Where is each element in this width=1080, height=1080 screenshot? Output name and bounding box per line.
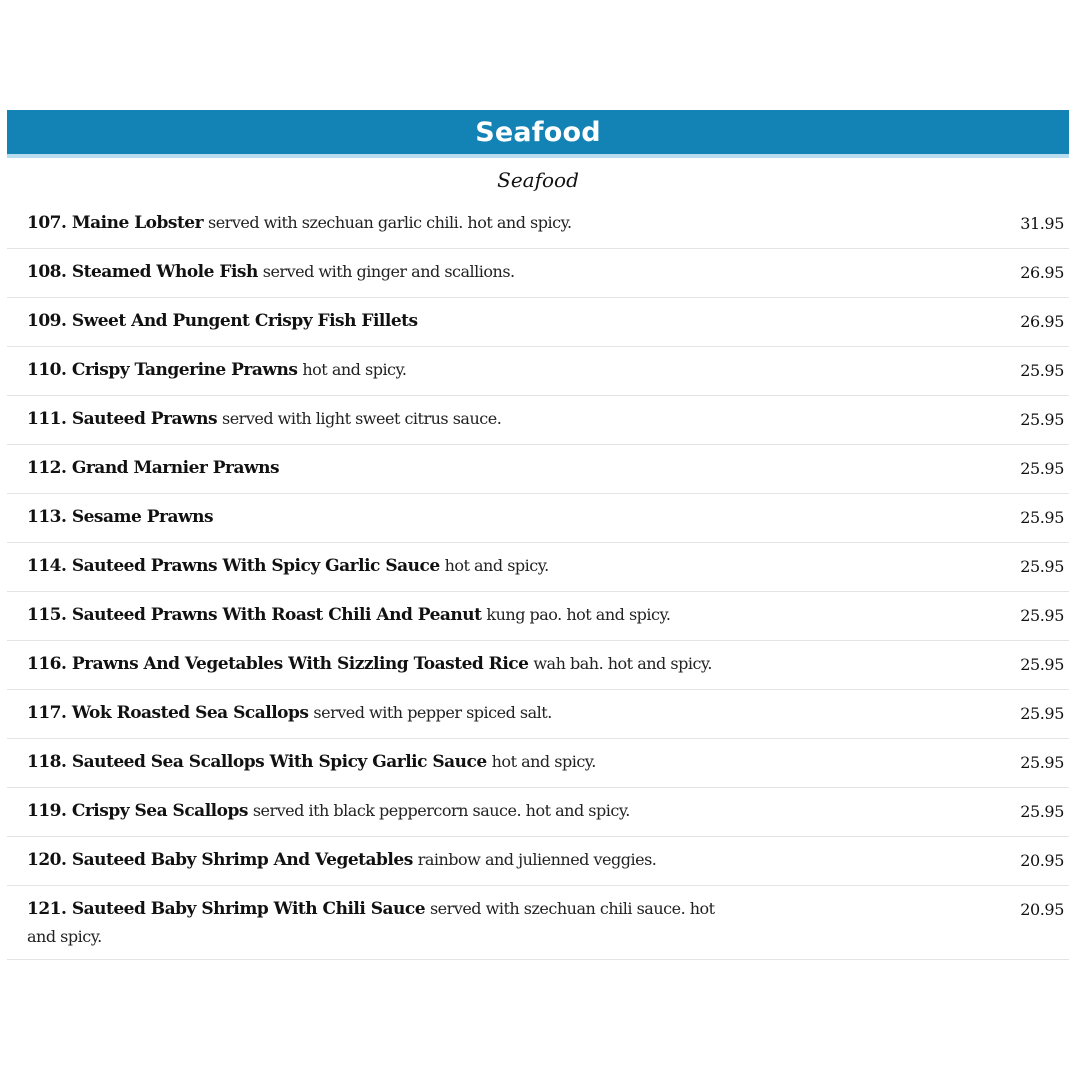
menu-item[interactable] — [7, 298, 1069, 347]
menu-section — [7, 110, 1069, 960]
menu-item-description: hot and spicy. — [444, 556, 549, 575]
menu-item-description: wah bah. hot and spicy. — [533, 654, 712, 673]
menu-item-price: 25.95 — [1020, 557, 1064, 576]
menu-item-price: 31.95 — [1020, 214, 1064, 233]
menu-item-text — [27, 552, 742, 580]
menu-item[interactable] — [7, 886, 1069, 960]
menu-item-description: served with szechuan garlic chili. hot and spicy. — [208, 213, 572, 232]
menu-item-text — [27, 699, 742, 727]
menu-item-description: hot and spicy. — [302, 360, 407, 379]
menu-item-price: 26.95 — [1020, 263, 1064, 282]
menu-item-text — [27, 601, 742, 629]
menu-item-text — [27, 209, 742, 237]
menu-item-text — [27, 748, 742, 776]
menu-item[interactable] — [7, 788, 1069, 837]
menu-item-name: 120. Sauteed Baby Shrimp And Vegetables — [27, 850, 413, 870]
menu-item[interactable] — [7, 837, 1069, 886]
menu-item-price: 25.95 — [1020, 508, 1064, 527]
menu-item-name: 121. Sauteed Baby Shrimp With Chili Sauce — [27, 899, 426, 919]
menu-item-name: 117. Wok Roasted Sea Scallops — [27, 703, 309, 723]
menu-item-name: 115. Sauteed Prawns With Roast Chili And Peanut — [27, 605, 482, 625]
menu-item-name: 109. Sweet And Pungent Crispy Fish Fillets — [27, 311, 418, 331]
menu-item-name: 114. Sauteed Prawns With Spicy Garlic Sauce — [27, 556, 440, 576]
menu-item-text — [27, 846, 742, 874]
menu-item-description: served with light sweet citrus sauce. — [222, 409, 502, 428]
menu-item-text — [27, 454, 742, 482]
menu-item-text — [27, 405, 742, 433]
menu-item-name: 110. Crispy Tangerine Prawns — [27, 360, 298, 380]
menu-item[interactable] — [7, 543, 1069, 592]
menu-item-name: 108. Steamed Whole Fish — [27, 262, 258, 282]
menu-item-price: 25.95 — [1020, 655, 1064, 674]
menu-item-description: hot and spicy. — [491, 752, 596, 771]
menu-item-text — [27, 258, 742, 286]
menu-item-price: 26.95 — [1020, 312, 1064, 331]
menu-item-text — [27, 650, 742, 678]
menu-item-name: 118. Sauteed Sea Scallops With Spicy Garlic Sauce — [27, 752, 487, 772]
menu-item-list — [7, 200, 1069, 960]
menu-item-description: served with szechuan chili sauce. hot and spicy. — [27, 899, 715, 946]
menu-item[interactable] — [7, 445, 1069, 494]
menu-item-description: served ith black peppercorn sauce. hot and spicy. — [252, 801, 630, 820]
menu-item-description: served with ginger and scallions. — [262, 262, 515, 281]
menu-item-price: 25.95 — [1020, 753, 1064, 772]
menu-item[interactable] — [7, 690, 1069, 739]
menu-item-price: 25.95 — [1020, 410, 1064, 429]
menu-item-description: kung pao. hot and spicy. — [486, 605, 671, 624]
menu-item-name: 111. Sauteed Prawns — [27, 409, 218, 429]
menu-item-name: 112. Grand Marnier Prawns — [27, 458, 280, 478]
menu-item-text — [27, 307, 742, 335]
menu-item[interactable] — [7, 396, 1069, 445]
menu-item-price: 25.95 — [1020, 459, 1064, 478]
menu-item-text — [27, 895, 742, 951]
menu-item-price: 25.95 — [1020, 361, 1064, 380]
menu-item-name: 116. Prawns And Vegetables With Sizzling Toasted Rice — [27, 654, 529, 674]
menu-item[interactable] — [7, 200, 1069, 249]
menu-item-text — [27, 503, 742, 531]
section-header — [7, 110, 1069, 158]
menu-item-price: 20.95 — [1020, 851, 1064, 870]
menu-item-description: served with pepper spiced salt. — [313, 703, 552, 722]
menu-item[interactable] — [7, 494, 1069, 543]
menu-item-price: 25.95 — [1020, 704, 1064, 723]
menu-item[interactable] — [7, 249, 1069, 298]
menu-item-price: 20.95 — [1020, 900, 1064, 919]
menu-item-description: rainbow and julienned veggies. — [417, 850, 657, 869]
menu-item[interactable] — [7, 347, 1069, 396]
section-subtitle: Seafood — [497, 168, 579, 192]
menu-item-name: 119. Crispy Sea Scallops — [27, 801, 248, 821]
menu-item[interactable] — [7, 592, 1069, 641]
menu-item[interactable] — [7, 739, 1069, 788]
menu-item-price: 25.95 — [1020, 606, 1064, 625]
menu-item-price: 25.95 — [1020, 802, 1064, 821]
section-title: Seafood — [475, 116, 601, 148]
menu-item-text — [27, 797, 742, 825]
menu-item-text — [27, 356, 742, 384]
menu-item-name: 107. Maine Lobster — [27, 213, 204, 233]
menu-item-name: 113. Sesame Prawns — [27, 507, 214, 527]
menu-item[interactable] — [7, 641, 1069, 690]
